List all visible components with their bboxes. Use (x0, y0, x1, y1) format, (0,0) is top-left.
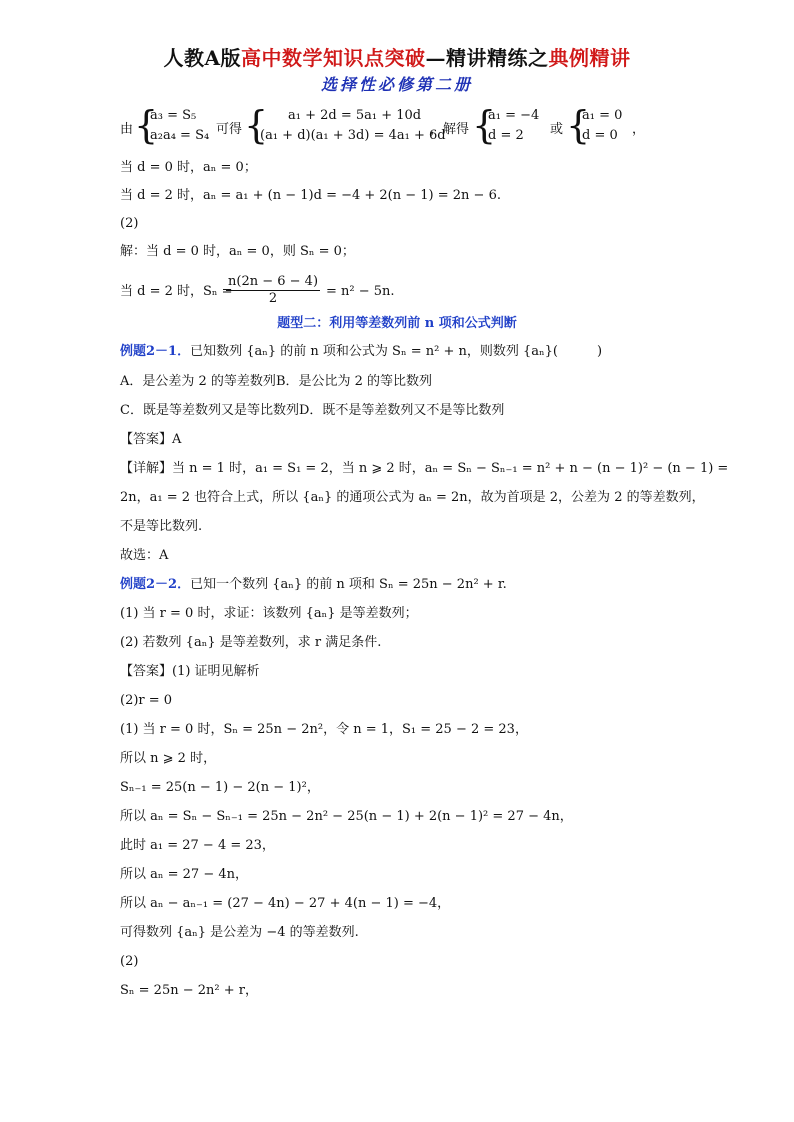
text-you: 由 (120, 122, 134, 137)
example-2-2-text: 已知一个数列 {aₙ} 的前 n 项和 Sₙ = 25n − 2n² + r. (190, 577, 507, 592)
option-b: B．是公比为 2 的等比数列 (275, 374, 433, 389)
line-d0: 当 d = 0 时，aₙ = 0； (120, 160, 257, 175)
page-header-subtitle: 选择性必修第二册 (320, 75, 473, 94)
example-2-2-question-1: (1) 当 r = 0 时，求证：该数列 {aₙ} 是等差数列； (120, 606, 418, 621)
solution-step-10: Sₙ = 25n − 2n² + r， (120, 983, 258, 998)
example-2-2-label: 例题2－2． (120, 577, 191, 592)
example-2-1-detail-2: 2n，a₁ = 2 也符合上式，所以 {aₙ} 的通项公式为 aₙ = 2n，故为首项是 2，公差为 2 的等差数列， (120, 490, 705, 505)
sn-fraction (226, 274, 320, 307)
brace-2: { (244, 103, 269, 147)
example-2-2-question-2: (2) 若数列 {aₙ} 是等差数列，求 r 满足条件. (120, 635, 382, 650)
solution-step-7: 所以 aₙ − aₙ₋₁ = (27 − 4n) − 27 + 4(n − 1) = −4， (120, 896, 451, 911)
option-a: A．是公差为 2 的等差数列 (120, 374, 276, 389)
example-2-1 (120, 344, 602, 360)
text-jiede: ，解得 (430, 122, 470, 137)
solution-step-5: 此时 a₁ = 27 − 4 = 23， (120, 838, 275, 853)
example-2-2 (120, 577, 507, 593)
solution-step-8: 可得数列 {aₙ} 是公差为 −4 的等差数列. (120, 925, 359, 940)
solution-part-2-label: (2) (120, 954, 139, 969)
text-kede: 可得 (216, 122, 243, 137)
example-2-1-answer: 【答案】A (120, 432, 182, 447)
brace-1: { (134, 103, 159, 147)
example-2-1-detail-3: 不是等比数列. (120, 519, 203, 534)
options-cd (120, 403, 504, 419)
example-2-1-label: 例题2－1． (120, 344, 191, 359)
sn-post: = n² − 5n. (326, 284, 395, 299)
header-title-sep: —精讲精练之 (425, 46, 549, 70)
brace-4: { (566, 103, 591, 147)
line-solution-d0: 解：当 d = 0 时，aₙ = 0，则 Sₙ = 0； (120, 244, 355, 259)
example-2-2-answer-2: (2)r = 0 (120, 693, 173, 708)
example-2-2-answer-1: 【答案】(1) 证明见解析 (120, 664, 260, 679)
solution-step-4: 所以 aₙ = Sₙ − Sₙ₋₁ = 25n − 2n² − 25(n − 1) + 2(n − 1)² = 27 − 4n， (120, 809, 573, 824)
brace-3: { (472, 103, 497, 147)
header-title-red-2: 典例精讲 (548, 46, 631, 70)
text-huo: 或 (550, 122, 564, 137)
example-2-1-choice: 故选：A (120, 548, 169, 563)
solution-step-1: (1) 当 r = 0 时，Sₙ = 25n − 2n²，令 n = 1，S₁ = 25 − 2 = 23， (120, 722, 528, 737)
sys4-line-b: d = 0 (582, 128, 618, 143)
sn-fraction-denominator: 2 (268, 291, 278, 306)
option-d: D．既不是等差数列又不是等比数列 (298, 403, 505, 418)
header-title-part: 人教A版 (163, 46, 242, 70)
sys3-line-b: d = 2 (488, 128, 524, 143)
options-ab (120, 374, 432, 390)
equation-system-block (120, 104, 680, 148)
solution-step-3: Sₙ₋₁ = 25(n − 1) − 2(n − 1)²， (120, 780, 320, 795)
solution-step-6: 所以 aₙ = 27 − 4n， (120, 867, 249, 882)
sn-pre: 当 d = 2 时，Sₙ = (120, 284, 233, 299)
page-header-title (0, 42, 794, 71)
option-c: C．既是等差数列又是等比数列 (120, 403, 299, 418)
header-title-red: 高中数学知识点突破 (241, 46, 426, 70)
sys1-line-b: a₂a₄ = S₄ (150, 128, 210, 143)
example-2-1-detail-1: 【详解】当 n = 1 时，a₁ = S₁ = 2，当 n ⩾ 2 时，aₙ = Sₙ − Sₙ₋₁ = n² + n − (n − 1)² − (n − 1) = (120, 461, 729, 476)
sys4-line-a: a₁ = 0 (582, 108, 623, 123)
solution-step-2: 所以 n ⩾ 2 时， (120, 751, 217, 766)
sn-fraction-numerator: n(2n − 6 − 4) (228, 274, 319, 289)
sys1-line-a: a₃ = S₅ (150, 108, 197, 123)
part-2-label: (2) (120, 216, 139, 231)
sys2-line-a: a₁ + 2d = 5a₁ + 10d (288, 108, 422, 123)
section-heading: 题型二：利用等差数列前 n 项和公式判断 (277, 316, 517, 331)
line-d2: 当 d = 2 时，aₙ = a₁ + (n − 1)d = −4 + 2(n − 1) = 2n − 6. (120, 188, 501, 203)
sys3-line-a: a₁ = −4 (488, 108, 540, 123)
text-tail: ， (632, 122, 646, 137)
example-2-1-text: 已知数列 {aₙ} 的前 n 项和公式为 Sₙ = n² + n，则数列 {aₙ}( ) (190, 344, 603, 359)
sys2-line-b: (a₁ + d)(a₁ + 3d) = 4a₁ + 6d (260, 128, 446, 143)
